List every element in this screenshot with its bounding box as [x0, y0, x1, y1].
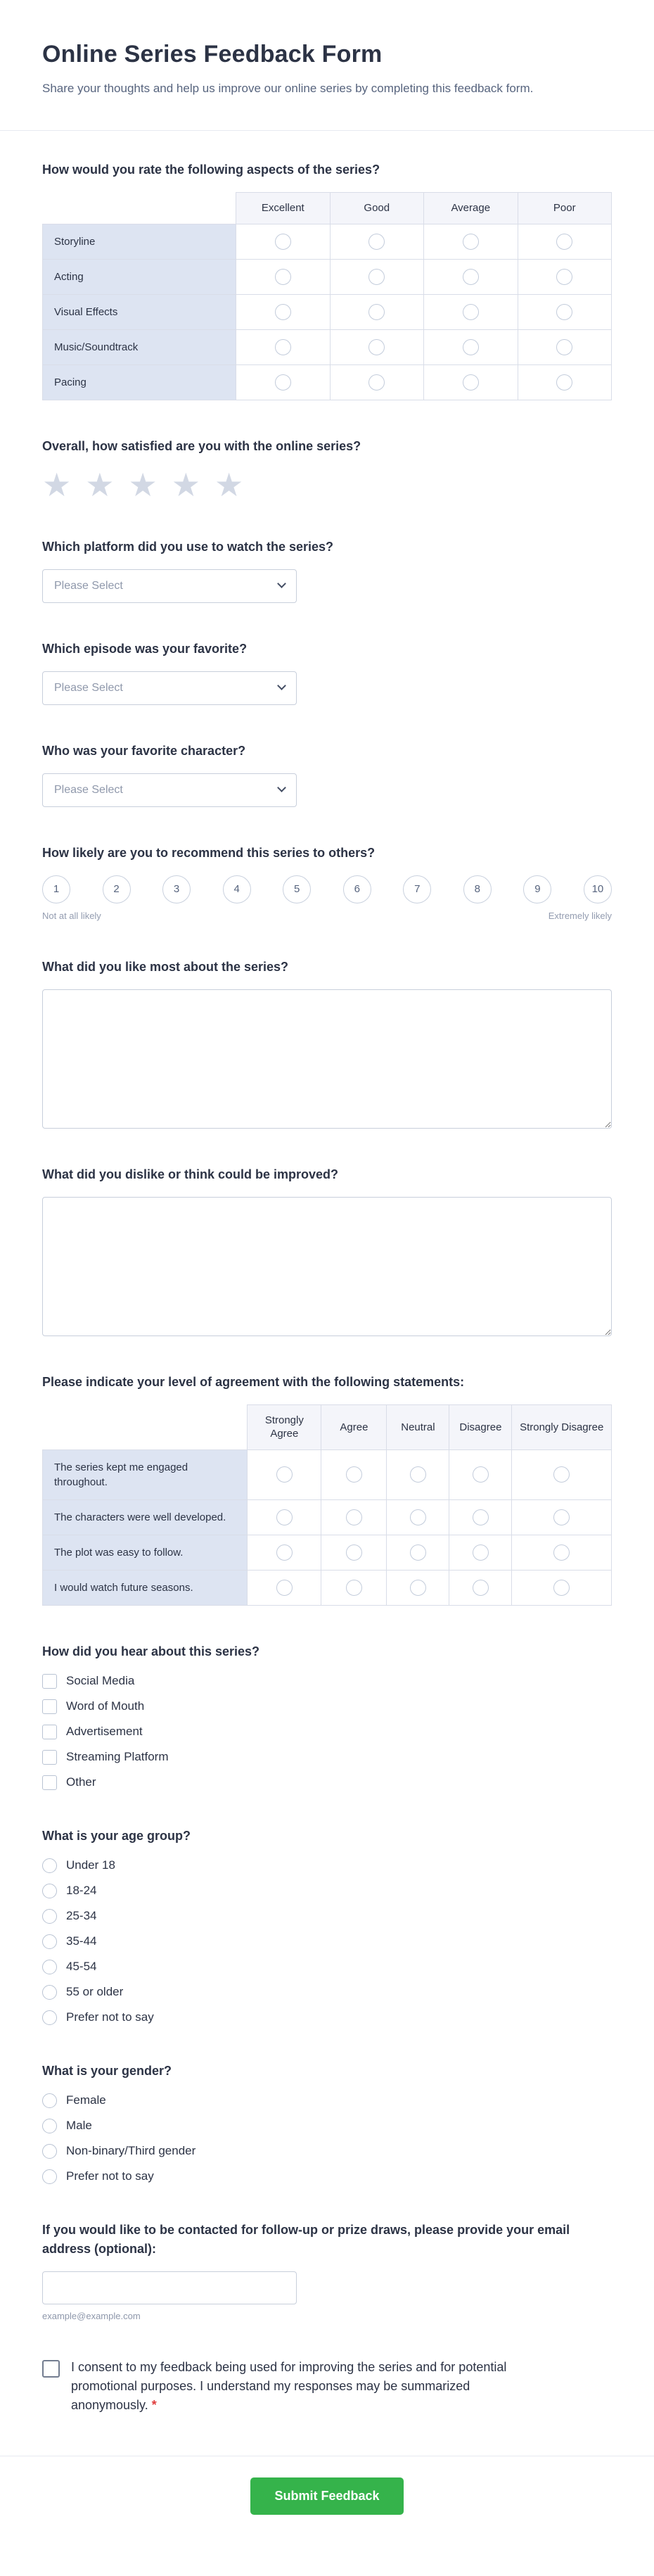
radio-button-icon[interactable] [42, 2119, 57, 2133]
matrix-cell[interactable] [387, 1535, 449, 1570]
rating-matrix-table [42, 192, 612, 400]
star-rating [42, 466, 612, 503]
option-label: 35-44 [66, 1934, 97, 1948]
radio-button-icon[interactable] [346, 1466, 362, 1483]
matrix-cell[interactable] [424, 224, 518, 259]
radio-option[interactable] [42, 1960, 612, 1974]
checkbox-option[interactable] [42, 1699, 612, 1714]
radio-button-icon[interactable] [275, 269, 291, 285]
star-icon[interactable]: ★ [214, 466, 244, 503]
scale-value-button[interactable]: 2 [103, 875, 131, 903]
matrix-corner-cell [43, 193, 236, 224]
matrix-cell[interactable] [236, 259, 330, 294]
matrix-cell[interactable] [330, 364, 423, 400]
radio-button-icon[interactable] [410, 1544, 426, 1561]
radio-option[interactable] [42, 2169, 612, 2184]
question-label: How likely are you to recommend this series to others? [42, 845, 376, 860]
email-field[interactable] [42, 2271, 297, 2304]
matrix-cell[interactable] [512, 1499, 612, 1535]
matrix-cell[interactable] [424, 294, 518, 329]
option-label: Female [66, 2093, 106, 2107]
option-label: Social Media [66, 1674, 135, 1688]
radio-button-icon[interactable] [346, 1509, 362, 1525]
radio-option[interactable] [42, 1858, 612, 1873]
matrix-cell[interactable] [248, 1449, 321, 1499]
scale-value-button[interactable]: 10 [584, 875, 612, 903]
recommend-scale [42, 875, 612, 903]
radio-option[interactable] [42, 1985, 612, 2000]
question-episode [42, 640, 612, 705]
matrix-column-header: Disagree [449, 1404, 512, 1449]
matrix-cell[interactable] [236, 294, 330, 329]
radio-button-icon[interactable] [410, 1466, 426, 1483]
question-label: How did you hear about this series? [42, 1644, 260, 1658]
question-label: Which episode was your favorite? [42, 641, 248, 656]
scale-value-button[interactable]: 3 [162, 875, 191, 903]
matrix-row-label: I would watch future seasons. [43, 1570, 248, 1605]
matrix-row [43, 1570, 612, 1605]
radio-option[interactable] [42, 1884, 612, 1898]
scale-value-button[interactable]: 4 [223, 875, 251, 903]
option-label: Male [66, 2119, 92, 2133]
radio-button-icon[interactable] [42, 2169, 57, 2184]
select-value: Please Select [54, 681, 123, 694]
radio-button-icon[interactable] [473, 1466, 489, 1483]
matrix-cell[interactable] [512, 1570, 612, 1605]
scale-min-label: Not at all likely [42, 910, 101, 921]
option-label: Word of Mouth [66, 1699, 145, 1713]
option-label: 25-34 [66, 1909, 97, 1923]
matrix-header-row [43, 193, 612, 224]
matrix-row-label: Storyline [43, 224, 236, 259]
matrix-cell[interactable] [512, 1535, 612, 1570]
scale-value-button[interactable]: 5 [283, 875, 311, 903]
radio-button-icon[interactable] [368, 234, 385, 250]
checkbox-option[interactable] [42, 1775, 612, 1790]
scale-labels [42, 911, 612, 921]
radio-button-icon[interactable] [276, 1466, 293, 1483]
episode-select[interactable] [42, 671, 297, 705]
form-subtitle: Share your thoughts and help us improve our online series by completing this feedback form. [42, 82, 534, 95]
radio-button-icon[interactable] [275, 339, 291, 355]
matrix-row [43, 224, 612, 259]
chevron-down-icon [277, 579, 286, 588]
option-label: 45-54 [66, 1960, 97, 1974]
question-satisfaction [42, 437, 612, 501]
matrix-corner-cell [43, 1404, 248, 1449]
question-rating-matrix [42, 160, 612, 400]
matrix-row-label: Visual Effects [43, 294, 236, 329]
matrix-cell[interactable] [449, 1535, 512, 1570]
matrix-column-header: Good [330, 193, 423, 224]
matrix-cell[interactable] [518, 364, 612, 400]
matrix-column-header: Excellent [236, 193, 330, 224]
submit-row [42, 2456, 612, 2515]
required-asterisk: * [151, 2397, 157, 2412]
question-label: Please indicate your level of agreement with the following statements: [42, 1374, 465, 1389]
matrix-cell[interactable] [449, 1449, 512, 1499]
checkbox-icon[interactable] [42, 1750, 57, 1765]
option-label: Prefer not to say [66, 2169, 154, 2183]
checkbox-icon[interactable] [42, 1699, 57, 1714]
matrix-cell[interactable] [518, 329, 612, 364]
matrix-row [43, 294, 612, 329]
radio-button-icon[interactable] [556, 374, 572, 391]
option-label: Non-binary/Third gender [66, 2144, 196, 2158]
matrix-cell[interactable] [330, 259, 423, 294]
agreement-matrix-table [42, 1404, 612, 1606]
matrix-cell[interactable] [518, 294, 612, 329]
radio-button-icon[interactable] [556, 234, 572, 250]
matrix-cell[interactable] [236, 329, 330, 364]
matrix-row [43, 329, 612, 364]
matrix-cell[interactable] [321, 1449, 387, 1499]
option-label: Under 18 [66, 1858, 115, 1872]
matrix-cell[interactable] [449, 1499, 512, 1535]
checkbox-option[interactable] [42, 1674, 612, 1689]
matrix-cell[interactable] [321, 1535, 387, 1570]
matrix-row-label: The characters were well developed. [43, 1499, 248, 1535]
disliked-textarea[interactable] [42, 1197, 612, 1336]
matrix-column-header: Neutral [387, 1404, 449, 1449]
header-divider [0, 130, 654, 131]
matrix-row [43, 1535, 612, 1570]
matrix-cell[interactable] [518, 224, 612, 259]
question-character [42, 742, 612, 807]
chevron-down-icon [277, 783, 286, 792]
radio-button-icon[interactable] [368, 304, 385, 320]
question-email [42, 2221, 612, 2321]
matrix-row-label: The series kept me engaged throughout. [43, 1449, 248, 1499]
radio-button-icon[interactable] [553, 1509, 570, 1525]
matrix-cell[interactable] [248, 1499, 321, 1535]
radio-button-icon[interactable] [553, 1544, 570, 1561]
chevron-down-icon [277, 681, 286, 690]
matrix-cell[interactable] [512, 1449, 612, 1499]
radio-button-icon[interactable] [346, 1580, 362, 1596]
matrix-row [43, 259, 612, 294]
matrix-cell[interactable] [518, 259, 612, 294]
radio-button-icon[interactable] [553, 1466, 570, 1483]
option-label: Other [66, 1775, 96, 1789]
scale-value-button[interactable]: 8 [463, 875, 492, 903]
matrix-column-header: Strongly Agree [248, 1404, 321, 1449]
age-group-options [42, 1858, 612, 2025]
option-label: 18-24 [66, 1884, 97, 1898]
matrix-cell[interactable] [424, 259, 518, 294]
matrix-cell[interactable] [248, 1570, 321, 1605]
radio-option[interactable] [42, 2119, 612, 2133]
email-hint: example@example.com [42, 2310, 141, 2321]
question-label: What did you like most about the series? [42, 959, 289, 974]
radio-button-icon[interactable] [42, 2093, 57, 2108]
option-label: 55 or older [66, 1985, 124, 1999]
radio-option[interactable] [42, 1909, 612, 1924]
radio-button-icon[interactable] [473, 1544, 489, 1561]
radio-button-icon[interactable] [42, 2144, 57, 2159]
consent-label: I consent to my feedback being used for improving the series and for potential promotional purposes. I understand my responses may be summarized anonymously. [71, 2359, 507, 2412]
question-liked-most [42, 958, 612, 1129]
question-age-group [42, 1827, 612, 2025]
question-label: Overall, how satisfied are you with the online series? [42, 438, 361, 453]
liked-most-textarea[interactable] [42, 989, 612, 1129]
radio-button-icon[interactable] [473, 1580, 489, 1596]
radio-button-icon[interactable] [368, 374, 385, 391]
radio-button-icon[interactable] [276, 1509, 293, 1525]
consent-row[interactable] [42, 2358, 612, 2415]
matrix-cell[interactable] [248, 1535, 321, 1570]
checkbox-icon[interactable] [42, 1674, 57, 1689]
matrix-column-header: Average [424, 193, 518, 224]
matrix-cell[interactable] [387, 1449, 449, 1499]
question-heard-about [42, 1642, 612, 1790]
question-label: What is your age group? [42, 1828, 191, 1843]
question-agreement-matrix [42, 1373, 612, 1606]
radio-button-icon[interactable] [42, 1960, 57, 1974]
radio-button-icon[interactable] [556, 269, 572, 285]
radio-button-icon[interactable] [276, 1580, 293, 1596]
consent-text [71, 2358, 535, 2415]
radio-button-icon[interactable] [463, 234, 479, 250]
matrix-column-header: Strongly Disagree [512, 1404, 612, 1449]
matrix-column-header: Poor [518, 193, 612, 224]
form-title: Online Series Feedback Form [42, 41, 383, 68]
radio-button-icon[interactable] [463, 374, 479, 391]
scale-value-button[interactable]: 6 [343, 875, 371, 903]
radio-button-icon[interactable] [42, 2010, 57, 2025]
scale-max-label: Extremely likely [548, 910, 612, 921]
question-label: How would you rate the following aspects of the series? [42, 163, 380, 177]
radio-button-icon[interactable] [42, 1858, 57, 1873]
matrix-cell[interactable] [321, 1499, 387, 1535]
question-label: Which platform did you use to watch the series? [42, 539, 334, 554]
question-recommend [42, 844, 612, 921]
radio-button-icon[interactable] [368, 339, 385, 355]
scale-value-button[interactable]: 9 [523, 875, 551, 903]
checkbox-option[interactable] [42, 1750, 612, 1765]
question-label: If you would like to be contacted for follow-up or prize draws, please provide your email address (optional): [42, 2222, 570, 2256]
radio-option[interactable] [42, 2010, 612, 2025]
scale-value-button[interactable]: 1 [42, 875, 70, 903]
radio-button-icon[interactable] [553, 1580, 570, 1596]
option-label: Streaming Platform [66, 1750, 169, 1764]
matrix-row [43, 1449, 612, 1499]
heard-about-options [42, 1674, 612, 1790]
radio-button-icon[interactable] [556, 304, 572, 320]
matrix-cell[interactable] [424, 364, 518, 400]
consent-checkbox-icon[interactable] [42, 2360, 60, 2378]
radio-button-icon[interactable] [42, 1884, 57, 1898]
checkbox-icon[interactable] [42, 1775, 57, 1790]
question-disliked [42, 1165, 612, 1336]
matrix-header-row [43, 1404, 612, 1449]
radio-button-icon[interactable] [346, 1544, 362, 1561]
star-icon[interactable]: ★ [171, 466, 200, 503]
radio-button-icon[interactable] [463, 269, 479, 285]
matrix-row-label: Acting [43, 259, 236, 294]
radio-button-icon[interactable] [42, 1934, 57, 1949]
submit-button[interactable]: Submit Feedback [250, 2477, 403, 2515]
radio-button-icon[interactable] [276, 1544, 293, 1561]
star-icon[interactable]: ★ [42, 466, 72, 503]
matrix-row-label: Music/Soundtrack [43, 329, 236, 364]
radio-button-icon[interactable] [275, 304, 291, 320]
platform-select[interactable] [42, 569, 297, 603]
select-value: Please Select [54, 783, 123, 796]
matrix-row [43, 1499, 612, 1535]
matrix-cell[interactable] [236, 364, 330, 400]
gender-options [42, 2093, 612, 2184]
matrix-cell[interactable] [387, 1499, 449, 1535]
matrix-column-header: Agree [321, 1404, 387, 1449]
matrix-cell[interactable] [330, 294, 423, 329]
star-icon[interactable]: ★ [85, 466, 115, 503]
radio-button-icon[interactable] [42, 1985, 57, 2000]
matrix-cell[interactable] [236, 224, 330, 259]
radio-button-icon[interactable] [473, 1509, 489, 1525]
star-icon[interactable]: ★ [128, 466, 158, 503]
matrix-row [43, 364, 612, 400]
question-gender [42, 2062, 612, 2184]
radio-button-icon[interactable] [463, 339, 479, 355]
matrix-cell[interactable] [330, 224, 423, 259]
option-label: Prefer not to say [66, 2010, 154, 2024]
matrix-cell[interactable] [424, 329, 518, 364]
checkbox-option[interactable] [42, 1725, 612, 1739]
radio-button-icon[interactable] [410, 1580, 426, 1596]
radio-button-icon[interactable] [410, 1509, 426, 1525]
radio-option[interactable] [42, 1934, 612, 1949]
checkbox-icon[interactable] [42, 1725, 57, 1739]
matrix-cell[interactable] [449, 1570, 512, 1605]
radio-button-icon[interactable] [275, 234, 291, 250]
question-platform [42, 538, 612, 603]
matrix-cell[interactable] [387, 1570, 449, 1605]
radio-button-icon[interactable] [556, 339, 572, 355]
question-label: What is your gender? [42, 2063, 172, 2078]
radio-button-icon[interactable] [42, 1909, 57, 1924]
scale-value-button[interactable]: 7 [403, 875, 431, 903]
radio-button-icon[interactable] [275, 374, 291, 391]
character-select[interactable] [42, 773, 297, 807]
radio-button-icon[interactable] [463, 304, 479, 320]
matrix-cell[interactable] [330, 329, 423, 364]
matrix-row-label: The plot was easy to follow. [43, 1535, 248, 1570]
radio-button-icon[interactable] [368, 269, 385, 285]
radio-option[interactable] [42, 2093, 612, 2108]
radio-option[interactable] [42, 2144, 612, 2159]
question-label: Who was your favorite character? [42, 743, 246, 758]
option-label: Advertisement [66, 1725, 143, 1739]
question-label: What did you dislike or think could be improved? [42, 1167, 339, 1181]
matrix-row-label: Pacing [43, 364, 236, 400]
matrix-cell[interactable] [321, 1570, 387, 1605]
select-value: Please Select [54, 579, 123, 592]
